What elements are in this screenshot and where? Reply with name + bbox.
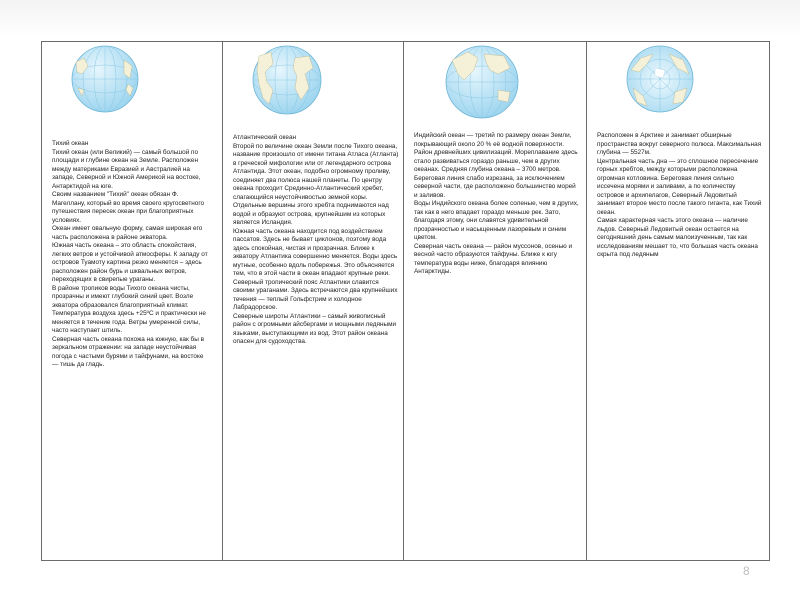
- atlantic-ocean-text: Атлантический океан Второй по величине океан Земли после Тихого океана, название произошло от имени титана Атласа (Атланта) в греческой мифологии или от легендарного острова Атлантида. Этот океан, подобно огромному проливу, соединяет два полюса нашей планеты. По центру океана проходит Срединно-Атлантический хребет, слагающийся неустойчивостью земной коры. Отдельные вершины этого хребта поднимаются над водой и образуют острова, крупнейшим из которых является Исландия. Южная часть океана находится под воздействием пассатов. Здесь не бывает циклонов, поэтому вода здесь спокойная, чистая и прозрачная. Ближе к экватору Атлантика совершенно меняется. Воды здесь мутные, особенно вдоль побережья. Это объясняется тем, что в этой части в океан впадают крупные реки. Северный тропический пояс Атлантики славится своими ураганами. Здесь встречаются два крупнейших течения — теплый Гольфстрим и холодное Лабрадорское. Северные широты Атлантики – самый живописный район с огромными айсбергами и мощными ледяными языками, выступающими из вод. Этот район океана опасен для судоходства.: [233, 134, 399, 345]
- page-number: 8: [743, 564, 750, 578]
- globe-arctic-icon: [625, 44, 695, 114]
- table-cell-indian: [404, 42, 587, 561]
- slide-top-bar: [0, 0, 800, 36]
- table-cell-pacific: [42, 42, 223, 561]
- table-row: [42, 42, 770, 561]
- pacific-ocean-text: Тихий океан Тихий океан (или Великий) — самый большой по площади и глубине океан на Земле. Расположен между материками Евразией и Австралией на западе, Северной и Южной Америкой на востоке, Антарктидой на юге. Своим названием "Тихий" океан обязан Ф. Магеллану, который во время своего кругосветного путешествия пересек океан при благоприятных условиях. Океан имеет овальную форму, самая широкая его часть расположена в районе экватора. Южная часть океана – это область спокойствия, легких ветров и устойчивой атмосферы. К западу от островов Туамоту картина резко меняется – здесь расположен район бурь и шквальных ветров, переходящих в свирепые ураганы. В районе тропиков воды Тихого океана чисты, прозрачны и имеют глубокий синий цвет. Возле экватора образовался благоприятный климат. Температура воздуха здесь +25ºС и практически не меняется в течение года. Ветры умеренной силы, часто наступает штиль. Северная часть океана похожа на южную, как бы в зеркальном отражении: на западе неустойчивая погода с частыми бурями и тайфунами, на востоке — тишь да гладь.: [52, 140, 208, 368]
- globe-pacific-icon: [70, 44, 140, 114]
- globe-indian-icon: [444, 44, 520, 120]
- arctic-ocean-text: Расположен в Арктике и занимает обширные пространства вокруг северного полюса. Максимальная глубина — 5527м. Центральная часть дна — это сплошное пересечение горных хребтов, между которыми расположена огромная котловина. Береговая линия сильно иссечена морями и заливами, а по количеству островов и архипелагов, Северный Ледовитый занимает второе место после такого гиганта, как Тихий океан. Самая характерная часть этого океана — наличие льдов. Северный Ледовитый океан остается на сегодняшний день самым малоизученным, так как исследованиям мешает то, что большая часть океана скрыта под ледяным: [597, 132, 762, 258]
- table-cell-arctic: [587, 42, 770, 561]
- oceans-table: [41, 41, 770, 561]
- indian-ocean-text: Индийский океан — третий по размеру океан Земли, покрывающий около 20 % её водной поверхности. Район древнейших цивилизаций. Мореплавание здесь стало развиваться гораздо раньше, чем в других океанах. Средняя глубина океана – 3700 метров. Береговая линия слабо изрезана, за исключением северной части, где расположено большинство морей и заливов. Воды Индийского океана более соленые, чем в других, так как в него впадает гораздо меньше рек. Зато, благодаря этому, они славятся удивительной прозрачностью и насыщенным лазоревым и синим цветом. Северная часть океана — район муссонов, осенью и весной часто образуются тайфуны. Ближе к югу температура воды ниже, благодаря влиянию Антарктиды.: [414, 132, 579, 275]
- table-cell-atlantic: [223, 42, 404, 561]
- globe-atlantic-icon: [251, 44, 323, 116]
